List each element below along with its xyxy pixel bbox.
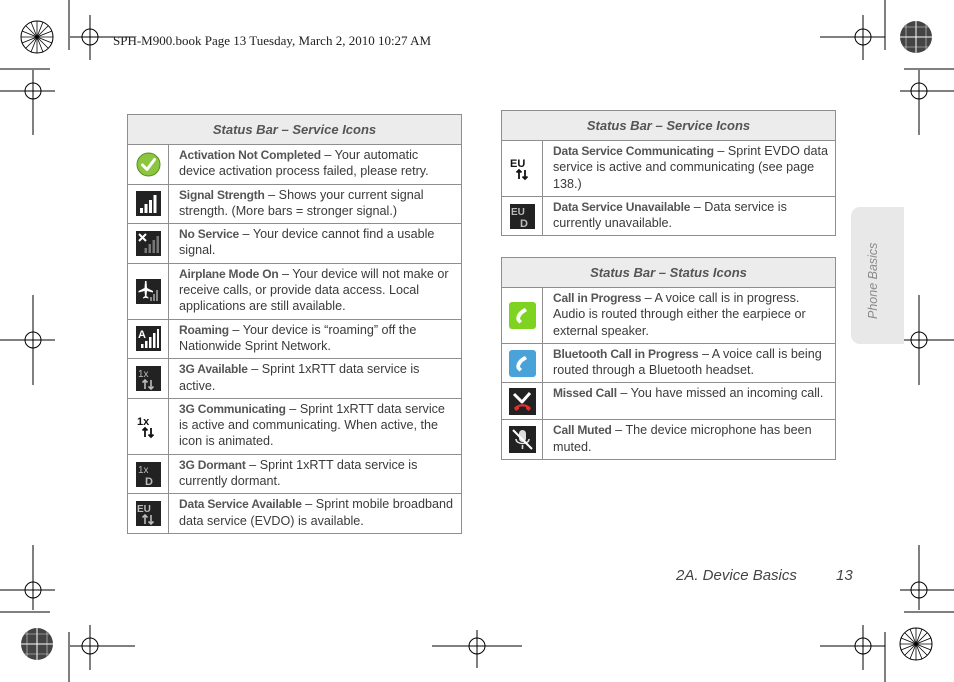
3g-dormant-icon	[136, 462, 161, 487]
no-service-icon	[136, 231, 161, 256]
registration-mark	[900, 69, 954, 135]
table-row	[128, 224, 462, 264]
table-row	[128, 184, 462, 224]
registration-mark	[900, 545, 954, 612]
row-term: 3G Communicating	[179, 401, 286, 416]
row-term: Call Muted	[553, 423, 612, 438]
table-heading: Status Bar – Service Icons	[128, 115, 462, 145]
glyph-1x: 1x	[137, 464, 149, 476]
registration-mark	[0, 545, 55, 612]
registration-mark	[820, 625, 885, 682]
row-term: Data Service Communicating	[553, 144, 714, 158]
section-tab-label: Phone Basics	[866, 242, 880, 319]
table-row	[128, 494, 462, 534]
row-desc: – Your automatic device activation process failed, please retry.	[179, 148, 429, 179]
row-desc: – You have missed an incoming call.	[616, 386, 824, 401]
table-row	[128, 145, 462, 185]
missed-call-icon	[509, 388, 536, 415]
check-icon	[136, 152, 161, 177]
row-desc: – A voice call is in progress. Audio is routed through either the earpiece or external speaker.	[553, 291, 806, 338]
row-desc: – Data service is currently unavailable.	[553, 199, 787, 231]
table-row	[502, 343, 836, 383]
row-desc: – Sprint 1xRTT data service is active and communicating. When active, the icon is animated.	[179, 401, 445, 449]
table-heading: Status Bar – Status Icons	[502, 258, 836, 288]
row-desc: – Your device cannot find a usable signal.	[179, 227, 435, 258]
table-row	[502, 141, 836, 197]
data-available-icon	[136, 501, 161, 526]
3g-available-icon	[136, 366, 161, 391]
table-row	[128, 263, 462, 319]
roaming-glyph: A	[137, 329, 146, 342]
signal-icon	[136, 191, 161, 216]
glyph-d: D	[519, 217, 528, 229]
starburst-mark	[900, 628, 932, 660]
glyph-1x: 1x	[137, 369, 149, 381]
glyph-eu: EU	[136, 504, 151, 516]
table-row	[502, 420, 836, 460]
row-desc: – Sprint mobile broadband data service (EVDO) is available.	[179, 497, 454, 528]
row-term: No Service	[179, 227, 240, 242]
starburst-mark	[21, 628, 53, 660]
row-term: Missed Call	[553, 386, 617, 401]
row-term: 3G Dormant	[179, 457, 246, 472]
service-icons-table-continued	[501, 110, 836, 236]
bluetooth-call-icon	[509, 350, 536, 377]
table-row	[128, 398, 462, 454]
row-desc: – Your device will not make or receive calls, or provide data access. Local applications are still available.	[179, 266, 449, 314]
status-icons-table	[501, 257, 836, 460]
registration-mark	[432, 630, 522, 668]
row-term: Signal Strength	[179, 187, 265, 202]
section-tab	[851, 207, 904, 344]
row-term: Activation Not Completed	[179, 148, 321, 162]
airplane-icon	[136, 279, 161, 304]
registration-mark	[69, 625, 135, 682]
registration-mark	[0, 295, 55, 385]
table-heading: Status Bar – Service Icons	[502, 111, 836, 141]
table-row	[502, 288, 836, 344]
registration-mark	[900, 295, 954, 385]
roaming-icon	[136, 326, 161, 351]
table-row	[502, 196, 836, 236]
table-row	[128, 454, 462, 494]
row-term: 3G Available	[179, 362, 248, 377]
data-unavailable-icon	[510, 204, 535, 229]
row-desc: – Your device is “roaming” off the Nationwide Sprint Network.	[179, 322, 417, 353]
registration-mark	[0, 69, 55, 135]
row-term: Airplane Mode On	[179, 266, 279, 281]
glyph-1x: 1x	[136, 415, 149, 428]
registration-mark	[820, 0, 885, 60]
table-row	[128, 359, 462, 399]
row-term: Data Service Unavailable	[553, 199, 691, 214]
page-header: SPH-M900.book Page 13 Tuesday, March 2, 2010 10:27 AM	[113, 33, 432, 48]
glyph-eu: EU	[510, 206, 525, 218]
row-term: Bluetooth Call in Progress	[553, 346, 699, 361]
call-in-progress-icon	[509, 302, 536, 329]
row-desc: – Sprint EVDO data service is active and communicating (see page 138.)	[553, 144, 828, 191]
row-desc: – A voice call is being routed through a Bluetooth headset.	[553, 346, 822, 378]
data-communicating-icon	[510, 156, 535, 181]
row-desc: – The device microphone has been muted.	[553, 423, 812, 454]
call-muted-icon	[509, 426, 536, 453]
registration-mark	[69, 0, 135, 60]
3g-communicating-icon	[136, 414, 161, 439]
glyph-eu: EU	[509, 157, 525, 170]
row-term: Roaming	[179, 322, 229, 337]
row-desc: – Sprint 1xRTT data service is active.	[179, 362, 420, 393]
starburst-mark	[21, 21, 53, 53]
row-desc: – Sprint 1xRTT data service is currently dormant.	[179, 457, 418, 489]
row-desc: – Shows your current signal strength. (More bars = stronger signal.)	[179, 187, 424, 218]
table-row	[128, 319, 462, 359]
page-number: 13	[836, 567, 853, 584]
service-icons-table	[127, 114, 462, 534]
row-term: Data Service Available	[179, 497, 302, 512]
glyph-d: D	[144, 475, 153, 487]
starburst-mark	[900, 21, 932, 53]
table-row	[502, 383, 836, 420]
footer-section: 2A. Device Basics	[676, 567, 797, 584]
row-term: Call in Progress	[553, 291, 642, 305]
